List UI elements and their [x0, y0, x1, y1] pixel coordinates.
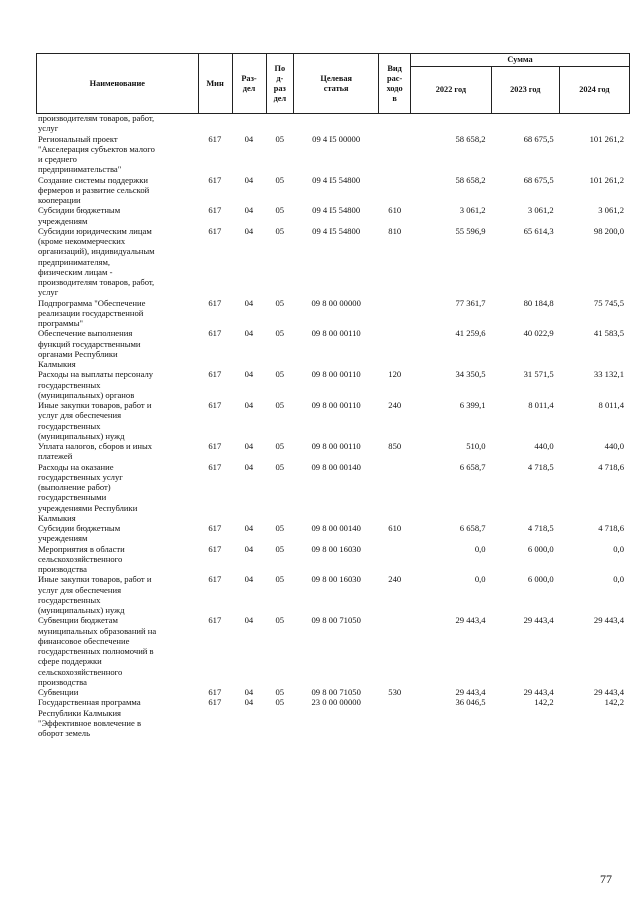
cell-name: Субсидии бюджетным учреждениям: [38, 523, 121, 544]
cell-cs: [294, 113, 379, 134]
cell-y2023: 4 718,5: [527, 523, 554, 533]
cell-y2024: 4 718,6: [598, 523, 624, 533]
cell-y2022: 29 443,4: [455, 687, 486, 697]
cell-min: 617: [208, 574, 222, 585]
cell-min: 617: [208, 441, 222, 451]
cell-y2023: 80 184,8: [523, 297, 554, 308]
cell-y2022: 41 259,6: [455, 328, 486, 339]
table-row: [36, 113, 630, 134]
cell-y2023: 68 675,5: [523, 133, 554, 144]
cell-y2024: 440,0: [604, 441, 624, 451]
cell-rz: 04: [244, 461, 254, 472]
cell-name: Расходы на выплаты персоналу государственных (муниципальных) органов: [38, 369, 154, 400]
cell-min: 617: [208, 400, 222, 410]
cell-name: Иные закупки товаров, работ и услуг для обеспечения государственных (муниципальных) нужд: [38, 574, 152, 615]
cell-pr: 05: [275, 543, 285, 554]
cell-pr: 05: [275, 225, 285, 236]
cell-y2022: 29 443,4: [455, 615, 486, 626]
cell-rz: 04: [244, 400, 254, 410]
cell-rz: 04: [244, 369, 254, 380]
cell-cs: 09 8 00 16030: [311, 574, 361, 585]
cell-y2023: 65 614,3: [523, 225, 554, 236]
cell-rz: 04: [244, 523, 254, 533]
table-row: [36, 134, 630, 175]
cell-name: производителям товаров, работ, услуг: [38, 113, 155, 134]
cell-y2022: 6 658,7: [459, 461, 486, 472]
cell-y2023: 142,2: [534, 697, 554, 708]
cell-min: [198, 113, 232, 134]
page-number: 77: [600, 872, 612, 886]
table-row: [36, 687, 630, 697]
table-row: [36, 544, 630, 575]
cell-name: Региональный проект "Акселерация субъектов малого и среднего предпринимательства": [38, 133, 155, 175]
cell-name: Государственная программа Республики Калмыкия "Эффективное вовлечение в оборот земель: [38, 697, 142, 738]
cell-y2023: 68 675,5: [523, 174, 554, 185]
cell-y2022: 0,0: [474, 543, 486, 554]
header-podrazdel: По д- раз дел: [266, 54, 294, 114]
header-sum: Сумма: [411, 54, 630, 67]
header-name: Наименование: [37, 54, 199, 114]
table-row: [36, 615, 630, 687]
cell-vr: 610: [388, 205, 402, 216]
cell-y2024: 41 583,5: [593, 328, 624, 339]
cell-name: Субвенции: [38, 687, 79, 697]
cell-name: Иные закупки товаров, работ и услуг для обеспечения государственных (муниципальных) нужд: [38, 400, 152, 441]
cell-name: Подпрограмма "Обеспечение реализации государственной программы": [38, 297, 146, 328]
cell-y2024: 75 745,5: [593, 297, 624, 308]
cell-min: 617: [208, 615, 222, 626]
cell-cs: 23 0 00 00000: [311, 697, 361, 708]
cell-cs: 09 8 00 00110: [311, 369, 361, 380]
cell-y2022: 6 658,7: [459, 523, 486, 533]
cell-vr: [379, 544, 411, 575]
cell-pr: 05: [275, 297, 285, 308]
cell-y2024: 142,2: [604, 697, 624, 708]
cell-rz: 04: [244, 615, 254, 626]
cell-y2024: [560, 113, 630, 134]
cell-rz: 04: [244, 687, 254, 697]
cell-name: Субсидии бюджетным учреждениям: [38, 205, 121, 226]
table-row: [36, 298, 630, 329]
cell-pr: 05: [275, 369, 285, 380]
cell-rz: 04: [244, 205, 254, 216]
cell-y2023: 6 000,0: [527, 543, 554, 554]
cell-min: 617: [208, 205, 222, 216]
cell-vr: 610: [388, 523, 402, 533]
cell-rz: 04: [244, 225, 254, 236]
cell-y2024: 98 200,0: [593, 225, 624, 236]
cell-cs: 09 8 00 00110: [311, 441, 361, 451]
cell-rz: 04: [244, 297, 254, 308]
cell-y2022: 58 658,2: [455, 133, 486, 144]
cell-y2023: 29 443,4: [523, 687, 554, 697]
cell-vr: [379, 298, 411, 329]
cell-cs: 09 8 00 00110: [311, 400, 361, 410]
cell-vr: 240: [388, 574, 402, 585]
cell-y2024: 0,0: [613, 543, 624, 554]
cell-name: Мероприятия в области сельскохозяйственного производства: [38, 543, 125, 574]
cell-min: 617: [208, 697, 222, 708]
cell-y2023: 3 061,2: [527, 205, 554, 216]
cell-y2024: 8 011,4: [598, 400, 624, 410]
cell-name: Субсидии юридическим лицам (кроме некоммерческих организаций), индивидуальным предпринимателям, физическим лицам - производителям товаров, работ, услуг: [38, 225, 155, 298]
cell-cs: 09 8 00 00000: [311, 297, 361, 308]
cell-vr: [379, 134, 411, 175]
cell-rz: 04: [244, 174, 254, 185]
cell-vr: [379, 615, 411, 687]
cell-cs: 09 8 00 16030: [311, 543, 361, 554]
cell-pr: [266, 113, 294, 134]
cell-y2022: 36 046,5: [455, 697, 486, 708]
cell-rz: 04: [244, 574, 254, 585]
cell-y2022: 0,0: [474, 574, 486, 585]
cell-vr: [379, 113, 411, 134]
table-row: [36, 328, 630, 369]
table-row: [36, 523, 630, 544]
cell-y2023: 29 443,4: [523, 615, 554, 626]
cell-cs: 09 4 I5 00000: [312, 133, 361, 144]
header-min: Мин: [198, 54, 232, 114]
cell-vr: 530: [388, 687, 402, 697]
cell-vr: [379, 328, 411, 369]
cell-min: 617: [208, 461, 222, 472]
cell-vr: [379, 462, 411, 524]
cell-y2023: 40 022,9: [523, 328, 554, 339]
cell-y2022: 34 350,5: [455, 369, 486, 380]
cell-cs: 09 8 00 71050: [311, 687, 361, 697]
cell-pr: 05: [275, 174, 285, 185]
cell-pr: 05: [275, 400, 285, 410]
cell-min: 617: [208, 225, 222, 236]
cell-vr: [379, 175, 411, 206]
cell-pr: 05: [275, 133, 285, 144]
table-row: [36, 697, 630, 738]
header-razdel: Раз- дел: [232, 54, 266, 114]
cell-y2022: 58 658,2: [455, 174, 486, 185]
cell-y2024: 33 132,1: [593, 369, 624, 380]
cell-rz: 04: [244, 441, 254, 451]
cell-y2023: [492, 113, 560, 134]
cell-name: Расходы на оказание государственных услуг (выполнение работ) государственными учреждениями Республики Калмыкия: [38, 461, 138, 523]
header-2024: 2024 год: [559, 67, 629, 114]
cell-y2024: 0,0: [613, 574, 624, 585]
table-header: [36, 53, 630, 114]
cell-name: Субвенции бюджетам муниципальных образований на финансовое обеспечение государственных полномочий в сфере поддержки сельскохозяйственного производства: [38, 615, 157, 687]
cell-cs: 09 4 I5 54800: [312, 174, 361, 185]
table-row: [36, 175, 630, 206]
header-target: Целевая статья: [294, 54, 379, 114]
cell-vr: 120: [388, 369, 402, 380]
cell-y2023: 6 000,0: [527, 574, 554, 585]
cell-vr: [379, 697, 411, 738]
cell-vr: 850: [388, 441, 402, 451]
cell-pr: 05: [275, 328, 285, 339]
cell-cs: 09 4 I5 54800: [312, 225, 361, 236]
cell-y2023: 440,0: [534, 441, 554, 451]
cell-rz: 04: [244, 697, 254, 708]
table-row: [36, 369, 630, 400]
cell-pr: 05: [275, 523, 285, 533]
header-vid: Вид рас- ходо в: [379, 54, 411, 114]
table-row: [36, 441, 630, 462]
cell-rz: 04: [244, 543, 254, 554]
cell-cs: 09 8 00 00140: [311, 523, 361, 533]
cell-min: 617: [208, 687, 222, 697]
cell-y2023: 8 011,4: [528, 400, 554, 410]
cell-min: 617: [208, 328, 222, 339]
cell-y2022: 510,0: [466, 441, 486, 451]
table-body: [36, 113, 630, 738]
cell-min: 617: [208, 523, 222, 533]
table-row: [36, 574, 630, 615]
cell-rz: 04: [244, 133, 254, 144]
cell-cs: 09 4 I5 54800: [312, 205, 361, 216]
cell-y2024: 101 261,2: [589, 174, 624, 185]
table-row: [36, 400, 630, 441]
cell-pr: 05: [275, 697, 285, 708]
cell-y2024: 29 443,4: [593, 687, 624, 697]
cell-vr: 240: [388, 400, 402, 410]
cell-y2024: 101 261,2: [589, 133, 624, 144]
cell-y2023: 31 571,5: [523, 369, 554, 380]
cell-cs: 09 8 00 00110: [311, 328, 361, 339]
cell-name: Уплата налогов, сборов и иных платежей: [38, 441, 153, 462]
cell-y2022: 6 399,1: [459, 400, 486, 410]
cell-cs: 09 8 00 71050: [311, 615, 361, 626]
cell-pr: 05: [275, 205, 285, 216]
cell-y2024: 4 718,6: [598, 461, 624, 472]
cell-min: 617: [208, 133, 222, 144]
header-2022: 2022 год: [411, 67, 492, 114]
cell-y2022: 77 361,7: [455, 297, 486, 308]
cell-y2023: 4 718,5: [527, 461, 554, 472]
cell-min: 617: [208, 297, 222, 308]
table-row: [36, 226, 630, 298]
cell-rz: [232, 113, 266, 134]
table-row: [36, 205, 630, 226]
cell-pr: 05: [275, 687, 285, 697]
cell-pr: 05: [275, 574, 285, 585]
cell-pr: 05: [275, 461, 285, 472]
cell-pr: 05: [275, 615, 285, 626]
cell-cs: 09 8 00 00140: [311, 461, 361, 472]
cell-rz: 04: [244, 328, 254, 339]
cell-vr: 810: [388, 225, 402, 236]
header-2023: 2023 год: [491, 67, 559, 114]
cell-y2022: 55 596,9: [455, 225, 486, 236]
cell-name: Создание системы поддержки фермеров и развитие сельской кооперации: [38, 174, 150, 205]
cell-pr: 05: [275, 441, 285, 451]
cell-min: 617: [208, 543, 222, 554]
cell-y2024: 29 443,4: [593, 615, 624, 626]
cell-y2022: [411, 113, 492, 134]
cell-y2024: 3 061,2: [598, 205, 624, 216]
table-row: [36, 462, 630, 524]
cell-min: 617: [208, 369, 222, 380]
cell-name: Обеспечение выполнения функций государственными органами Республики Калмыкия: [38, 328, 141, 369]
cell-min: 617: [208, 174, 222, 185]
cell-y2022: 3 061,2: [459, 205, 486, 216]
